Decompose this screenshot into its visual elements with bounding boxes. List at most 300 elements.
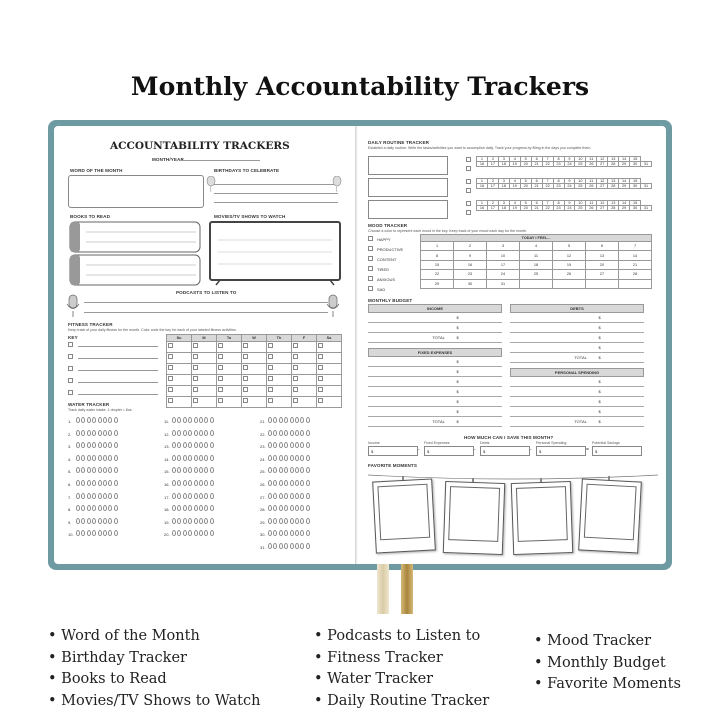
- droplet-icon[interactable]: [279, 467, 283, 473]
- droplet-icon[interactable]: [199, 505, 203, 511]
- routine-task-box[interactable]: [368, 156, 448, 175]
- droplet-icon[interactable]: [188, 442, 192, 448]
- droplet-icon[interactable]: [210, 493, 214, 499]
- droplet-icon[interactable]: [98, 442, 102, 448]
- routine-day-cell[interactable]: 1: [477, 157, 488, 162]
- routine-day-cell[interactable]: 23: [553, 162, 564, 167]
- droplet-icon[interactable]: [279, 518, 283, 524]
- droplet-icon[interactable]: [177, 518, 181, 524]
- routine-task-box[interactable]: [368, 178, 448, 197]
- droplet-icon[interactable]: [290, 543, 294, 549]
- budget-row[interactable]: [510, 322, 644, 333]
- calendar-cell[interactable]: [167, 386, 192, 397]
- droplet-icon[interactable]: [114, 480, 118, 486]
- droplet-icon[interactable]: [172, 467, 176, 473]
- routine-day-cell[interactable]: 5: [520, 157, 531, 162]
- droplet-icon[interactable]: [295, 530, 299, 536]
- droplet-icon[interactable]: [284, 467, 288, 473]
- droplet-icon[interactable]: [103, 430, 107, 436]
- droplet-icon[interactable]: [204, 417, 208, 423]
- droplet-icon[interactable]: [273, 455, 277, 461]
- droplet-icon[interactable]: [290, 442, 294, 448]
- droplet-icon[interactable]: [204, 430, 208, 436]
- routine-day-cell[interactable]: 8: [553, 201, 564, 206]
- droplet-icon[interactable]: [76, 493, 80, 499]
- routine-day-cell[interactable]: 4: [509, 201, 520, 206]
- droplet-icon[interactable]: [295, 430, 299, 436]
- droplet-icon[interactable]: [114, 505, 118, 511]
- routine-day-cell[interactable]: 25: [575, 184, 586, 189]
- droplet-icon[interactable]: [92, 430, 96, 436]
- droplet-icon[interactable]: [87, 455, 91, 461]
- droplet-icon[interactable]: [194, 430, 198, 436]
- routine-day-cell[interactable]: 30: [630, 206, 641, 211]
- calendar-cell[interactable]: [242, 397, 267, 408]
- calendar-cell[interactable]: [317, 364, 342, 375]
- calendar-cell[interactable]: [267, 375, 292, 386]
- droplet-icon[interactable]: [306, 480, 310, 486]
- mood-day-cell[interactable]: 24: [487, 270, 520, 279]
- droplet-icon[interactable]: [87, 442, 91, 448]
- droplet-icon[interactable]: [87, 530, 91, 536]
- routine-day-cell[interactable]: 22: [542, 184, 553, 189]
- mood-day-cell[interactable]: 10: [487, 251, 520, 260]
- routine-day-cell[interactable]: 10: [575, 179, 586, 184]
- mood-color-box[interactable]: [368, 256, 373, 261]
- droplet-icon[interactable]: [98, 530, 102, 536]
- droplet-icon[interactable]: [183, 505, 187, 511]
- droplet-icon[interactable]: [284, 493, 288, 499]
- calendar-cell[interactable]: [217, 364, 242, 375]
- droplet-icon[interactable]: [81, 480, 85, 486]
- mood-day-cell[interactable]: 19: [553, 260, 586, 269]
- mood-day-cell[interactable]: 28: [619, 270, 652, 279]
- droplet-icon[interactable]: [210, 417, 214, 423]
- mood-label[interactable]: TIRED: [377, 266, 389, 272]
- droplet-icon[interactable]: [199, 493, 203, 499]
- droplet-icon[interactable]: [300, 518, 304, 524]
- droplet-icon[interactable]: [177, 417, 181, 423]
- calendar-cell[interactable]: [292, 397, 317, 408]
- budget-row[interactable]: [368, 312, 502, 323]
- savings-input[interactable]: [368, 446, 418, 456]
- mood-day-cell[interactable]: 4: [520, 242, 553, 251]
- routine-day-cell[interactable]: 6: [531, 179, 542, 184]
- droplet-icon[interactable]: [98, 518, 102, 524]
- mood-day-cell[interactable]: 1: [421, 242, 454, 251]
- droplet-icon[interactable]: [279, 493, 283, 499]
- droplet-icon[interactable]: [295, 493, 299, 499]
- droplet-icon[interactable]: [183, 430, 187, 436]
- routine-day-cell[interactable]: 2: [487, 157, 498, 162]
- routine-day-cell[interactable]: 18: [498, 206, 509, 211]
- droplet-icon[interactable]: [103, 455, 107, 461]
- droplet-icon[interactable]: [108, 417, 112, 423]
- calendar-cell[interactable]: [317, 375, 342, 386]
- polaroid-frame[interactable]: [511, 481, 573, 555]
- droplet-icon[interactable]: [177, 430, 181, 436]
- droplet-icon[interactable]: [81, 442, 85, 448]
- budget-row[interactable]: [368, 406, 502, 417]
- droplet-icon[interactable]: [273, 505, 277, 511]
- routine-day-cell[interactable]: 7: [542, 201, 553, 206]
- droplet-icon[interactable]: [92, 493, 96, 499]
- mood-day-cell[interactable]: 11: [520, 251, 553, 260]
- droplet-icon[interactable]: [199, 480, 203, 486]
- mood-day-cell[interactable]: 13: [586, 251, 619, 260]
- budget-row[interactable]: [368, 356, 502, 367]
- droplet-icon[interactable]: [103, 505, 107, 511]
- routine-day-cell[interactable]: 4: [509, 179, 520, 184]
- droplet-icon[interactable]: [273, 543, 277, 549]
- mood-label[interactable]: SAD: [377, 286, 386, 292]
- droplet-icon[interactable]: [92, 505, 96, 511]
- droplet-icon[interactable]: [290, 530, 294, 536]
- calendar-cell[interactable]: [192, 386, 217, 397]
- budget-row[interactable]: [510, 386, 644, 397]
- droplet-icon[interactable]: [199, 430, 203, 436]
- mood-day-cell[interactable]: 29: [421, 279, 454, 288]
- droplet-icon[interactable]: [114, 442, 118, 448]
- mood-color-box[interactable]: [368, 236, 373, 241]
- droplet-icon[interactable]: [114, 467, 118, 473]
- mood-label[interactable]: PRODUCTIVE: [377, 246, 404, 252]
- droplet-icon[interactable]: [284, 430, 288, 436]
- routine-day-cell[interactable]: 25: [575, 162, 586, 167]
- routine-checkbox[interactable]: [466, 201, 471, 206]
- droplet-icon[interactable]: [188, 430, 192, 436]
- routine-day-cell[interactable]: 27: [597, 206, 608, 211]
- calendar-cell[interactable]: [292, 386, 317, 397]
- mood-day-cell[interactable]: 6: [586, 242, 619, 251]
- budget-row[interactable]: [510, 342, 644, 353]
- polaroid-frame[interactable]: [443, 481, 505, 555]
- routine-day-cell[interactable]: 21: [531, 162, 542, 167]
- mood-day-cell[interactable]: [619, 279, 652, 288]
- droplet-icon[interactable]: [172, 493, 176, 499]
- routine-day-cell[interactable]: 21: [531, 184, 542, 189]
- droplet-icon[interactable]: [81, 493, 85, 499]
- routine-day-cell[interactable]: 31: [641, 162, 652, 167]
- routine-day-cell[interactable]: 16: [477, 184, 488, 189]
- droplet-icon[interactable]: [92, 530, 96, 536]
- mood-day-cell[interactable]: 5: [553, 242, 586, 251]
- droplet-icon[interactable]: [284, 480, 288, 486]
- droplet-icon[interactable]: [290, 467, 294, 473]
- mood-day-cell[interactable]: 31: [487, 279, 520, 288]
- routine-day-cell[interactable]: 31: [641, 184, 652, 189]
- droplet-icon[interactable]: [114, 493, 118, 499]
- droplet-icon[interactable]: [92, 442, 96, 448]
- droplet-icon[interactable]: [199, 455, 203, 461]
- routine-day-cell[interactable]: 17: [487, 162, 498, 167]
- droplet-icon[interactable]: [81, 417, 85, 423]
- calendar-cell[interactable]: [242, 342, 267, 353]
- droplet-icon[interactable]: [98, 430, 102, 436]
- droplet-icon[interactable]: [172, 480, 176, 486]
- budget-row[interactable]: [368, 366, 502, 377]
- droplet-icon[interactable]: [172, 430, 176, 436]
- routine-day-cell[interactable]: 15: [630, 179, 641, 184]
- droplet-icon[interactable]: [92, 480, 96, 486]
- routine-day-cell[interactable]: 13: [608, 157, 619, 162]
- droplet-icon[interactable]: [87, 493, 91, 499]
- droplet-icon[interactable]: [81, 455, 85, 461]
- droplet-icon[interactable]: [172, 518, 176, 524]
- routine-day-cell[interactable]: 7: [542, 157, 553, 162]
- droplet-icon[interactable]: [295, 467, 299, 473]
- calendar-cell[interactable]: [217, 353, 242, 364]
- droplet-icon[interactable]: [204, 467, 208, 473]
- calendar-cell[interactable]: [242, 353, 267, 364]
- droplet-icon[interactable]: [81, 518, 85, 524]
- savings-input[interactable]: [536, 446, 586, 456]
- droplet-icon[interactable]: [108, 518, 112, 524]
- droplet-icon[interactable]: [183, 417, 187, 423]
- budget-row[interactable]: [510, 312, 644, 323]
- droplet-icon[interactable]: [279, 430, 283, 436]
- routine-day-cell[interactable]: 3: [498, 157, 509, 162]
- droplet-icon[interactable]: [194, 480, 198, 486]
- budget-row[interactable]: [368, 376, 502, 387]
- routine-day-cell[interactable]: 28: [608, 206, 619, 211]
- droplet-icon[interactable]: [306, 430, 310, 436]
- routine-day-cell[interactable]: 5: [520, 179, 531, 184]
- calendar-cell[interactable]: [192, 342, 217, 353]
- droplet-icon[interactable]: [108, 530, 112, 536]
- calendar-cell[interactable]: [317, 342, 342, 353]
- droplet-icon[interactable]: [268, 493, 272, 499]
- droplet-icon[interactable]: [210, 530, 214, 536]
- routine-day-cell[interactable]: 12: [597, 157, 608, 162]
- droplet-icon[interactable]: [210, 442, 214, 448]
- calendar-cell[interactable]: [167, 364, 192, 375]
- routine-day-cell[interactable]: 6: [531, 201, 542, 206]
- droplet-icon[interactable]: [300, 480, 304, 486]
- droplet-icon[interactable]: [98, 480, 102, 486]
- droplet-icon[interactable]: [295, 543, 299, 549]
- routine-day-cell[interactable]: 26: [586, 206, 597, 211]
- polaroid-frame[interactable]: [372, 478, 436, 553]
- mood-day-cell[interactable]: 15: [421, 260, 454, 269]
- calendar-cell[interactable]: [292, 375, 317, 386]
- droplet-icon[interactable]: [204, 518, 208, 524]
- droplet-icon[interactable]: [204, 493, 208, 499]
- mood-label[interactable]: CONTENT: [377, 256, 397, 262]
- droplet-icon[interactable]: [268, 518, 272, 524]
- calendar-cell[interactable]: [242, 386, 267, 397]
- droplet-icon[interactable]: [108, 442, 112, 448]
- droplet-icon[interactable]: [188, 467, 192, 473]
- droplet-icon[interactable]: [188, 530, 192, 536]
- routine-day-cell[interactable]: 30: [630, 184, 641, 189]
- droplet-icon[interactable]: [306, 505, 310, 511]
- droplet-icon[interactable]: [290, 430, 294, 436]
- droplet-icon[interactable]: [81, 467, 85, 473]
- droplet-icon[interactable]: [194, 530, 198, 536]
- routine-day-cell[interactable]: 31: [641, 206, 652, 211]
- droplet-icon[interactable]: [300, 417, 304, 423]
- routine-day-cell[interactable]: 22: [542, 206, 553, 211]
- droplet-icon[interactable]: [87, 430, 91, 436]
- budget-row[interactable]: [368, 396, 502, 407]
- droplet-icon[interactable]: [199, 518, 203, 524]
- routine-day-cell[interactable]: 16: [477, 162, 488, 167]
- mood-color-box[interactable]: [368, 276, 373, 281]
- droplet-icon[interactable]: [108, 480, 112, 486]
- droplet-icon[interactable]: [108, 467, 112, 473]
- droplet-icon[interactable]: [76, 518, 80, 524]
- routine-day-cell[interactable]: 28: [608, 162, 619, 167]
- routine-day-cell[interactable]: 11: [586, 201, 597, 206]
- droplet-icon[interactable]: [273, 480, 277, 486]
- calendar-cell[interactable]: [217, 342, 242, 353]
- routine-day-cell[interactable]: 15: [630, 201, 641, 206]
- routine-day-cell[interactable]: 14: [619, 201, 630, 206]
- droplet-icon[interactable]: [300, 442, 304, 448]
- routine-day-cell[interactable]: 18: [498, 184, 509, 189]
- droplet-icon[interactable]: [87, 467, 91, 473]
- droplet-icon[interactable]: [76, 442, 80, 448]
- mood-day-cell[interactable]: 20: [586, 260, 619, 269]
- mood-color-box[interactable]: [368, 266, 373, 271]
- droplet-icon[interactable]: [81, 505, 85, 511]
- polaroid-frame[interactable]: [578, 478, 642, 553]
- calendar-cell[interactable]: [267, 386, 292, 397]
- droplet-icon[interactable]: [76, 455, 80, 461]
- mood-day-cell[interactable]: 23: [454, 270, 487, 279]
- mood-day-cell[interactable]: 16: [454, 260, 487, 269]
- droplet-icon[interactable]: [183, 455, 187, 461]
- routine-day-cell[interactable]: 11: [586, 157, 597, 162]
- calendar-cell[interactable]: [242, 375, 267, 386]
- routine-day-cell[interactable]: 25: [575, 206, 586, 211]
- droplet-icon[interactable]: [268, 530, 272, 536]
- droplet-icon[interactable]: [284, 543, 288, 549]
- mood-day-cell[interactable]: 2: [454, 242, 487, 251]
- droplet-icon[interactable]: [76, 417, 80, 423]
- calendar-cell[interactable]: [192, 397, 217, 408]
- routine-day-cell[interactable]: 9: [564, 157, 575, 162]
- mood-day-cell[interactable]: 30: [454, 279, 487, 288]
- droplet-icon[interactable]: [204, 530, 208, 536]
- droplet-icon[interactable]: [273, 442, 277, 448]
- droplet-icon[interactable]: [300, 430, 304, 436]
- droplet-icon[interactable]: [290, 480, 294, 486]
- routine-day-cell[interactable]: 5: [520, 201, 531, 206]
- droplet-icon[interactable]: [268, 543, 272, 549]
- routine-day-cell[interactable]: 19: [509, 162, 520, 167]
- droplet-icon[interactable]: [273, 467, 277, 473]
- routine-day-cell[interactable]: 29: [619, 162, 630, 167]
- routine-day-cell[interactable]: 23: [553, 184, 564, 189]
- droplet-icon[interactable]: [177, 493, 181, 499]
- calendar-cell[interactable]: [292, 342, 317, 353]
- droplet-icon[interactable]: [295, 518, 299, 524]
- routine-day-cell[interactable]: 15: [630, 157, 641, 162]
- routine-day-cell[interactable]: 29: [619, 184, 630, 189]
- droplet-icon[interactable]: [194, 455, 198, 461]
- droplet-icon[interactable]: [268, 480, 272, 486]
- droplet-icon[interactable]: [108, 455, 112, 461]
- droplet-icon[interactable]: [268, 455, 272, 461]
- mood-day-cell[interactable]: 7: [619, 242, 652, 251]
- droplet-icon[interactable]: [306, 417, 310, 423]
- droplet-icon[interactable]: [290, 505, 294, 511]
- routine-day-cell[interactable]: 7: [542, 179, 553, 184]
- droplet-icon[interactable]: [199, 467, 203, 473]
- routine-day-cell[interactable]: 3: [498, 179, 509, 184]
- droplet-icon[interactable]: [279, 455, 283, 461]
- calendar-cell[interactable]: [192, 353, 217, 364]
- routine-day-cell[interactable]: 20: [520, 184, 531, 189]
- droplet-icon[interactable]: [87, 518, 91, 524]
- droplet-icon[interactable]: [300, 455, 304, 461]
- droplet-icon[interactable]: [103, 442, 107, 448]
- routine-day-cell[interactable]: 26: [586, 162, 597, 167]
- droplet-icon[interactable]: [172, 455, 176, 461]
- droplet-icon[interactable]: [188, 505, 192, 511]
- droplet-icon[interactable]: [177, 442, 181, 448]
- budget-row[interactable]: [368, 322, 502, 333]
- savings-input[interactable]: [480, 446, 530, 456]
- calendar-cell[interactable]: [167, 375, 192, 386]
- droplet-icon[interactable]: [279, 543, 283, 549]
- droplet-icon[interactable]: [103, 518, 107, 524]
- droplet-icon[interactable]: [188, 493, 192, 499]
- routine-day-cell[interactable]: 10: [575, 157, 586, 162]
- droplet-icon[interactable]: [103, 480, 107, 486]
- droplet-icon[interactable]: [204, 442, 208, 448]
- routine-day-cell[interactable]: 24: [564, 184, 575, 189]
- routine-day-cell[interactable]: 1: [477, 201, 488, 206]
- droplet-icon[interactable]: [268, 430, 272, 436]
- droplet-icon[interactable]: [194, 493, 198, 499]
- droplet-icon[interactable]: [284, 417, 288, 423]
- droplet-icon[interactable]: [183, 493, 187, 499]
- droplet-icon[interactable]: [81, 530, 85, 536]
- droplet-icon[interactable]: [284, 442, 288, 448]
- calendar-cell[interactable]: [267, 364, 292, 375]
- droplet-icon[interactable]: [204, 455, 208, 461]
- droplet-icon[interactable]: [114, 530, 118, 536]
- droplet-icon[interactable]: [87, 480, 91, 486]
- droplet-icon[interactable]: [204, 480, 208, 486]
- routine-day-cell[interactable]: 14: [619, 179, 630, 184]
- droplet-icon[interactable]: [295, 442, 299, 448]
- droplet-icon[interactable]: [92, 467, 96, 473]
- droplet-icon[interactable]: [204, 505, 208, 511]
- calendar-cell[interactable]: [217, 386, 242, 397]
- droplet-icon[interactable]: [306, 442, 310, 448]
- droplet-icon[interactable]: [210, 455, 214, 461]
- calendar-cell[interactable]: [292, 353, 317, 364]
- key-checkbox[interactable]: [68, 366, 73, 371]
- routine-day-cell[interactable]: 3: [498, 201, 509, 206]
- routine-day-cell[interactable]: 24: [564, 162, 575, 167]
- droplet-icon[interactable]: [290, 493, 294, 499]
- droplet-icon[interactable]: [76, 430, 80, 436]
- droplet-icon[interactable]: [87, 417, 91, 423]
- droplet-icon[interactable]: [273, 518, 277, 524]
- calendar-cell[interactable]: [317, 353, 342, 364]
- droplet-icon[interactable]: [306, 493, 310, 499]
- droplet-icon[interactable]: [300, 543, 304, 549]
- calendar-cell[interactable]: [167, 353, 192, 364]
- droplet-icon[interactable]: [268, 467, 272, 473]
- droplet-icon[interactable]: [87, 505, 91, 511]
- droplet-icon[interactable]: [76, 530, 80, 536]
